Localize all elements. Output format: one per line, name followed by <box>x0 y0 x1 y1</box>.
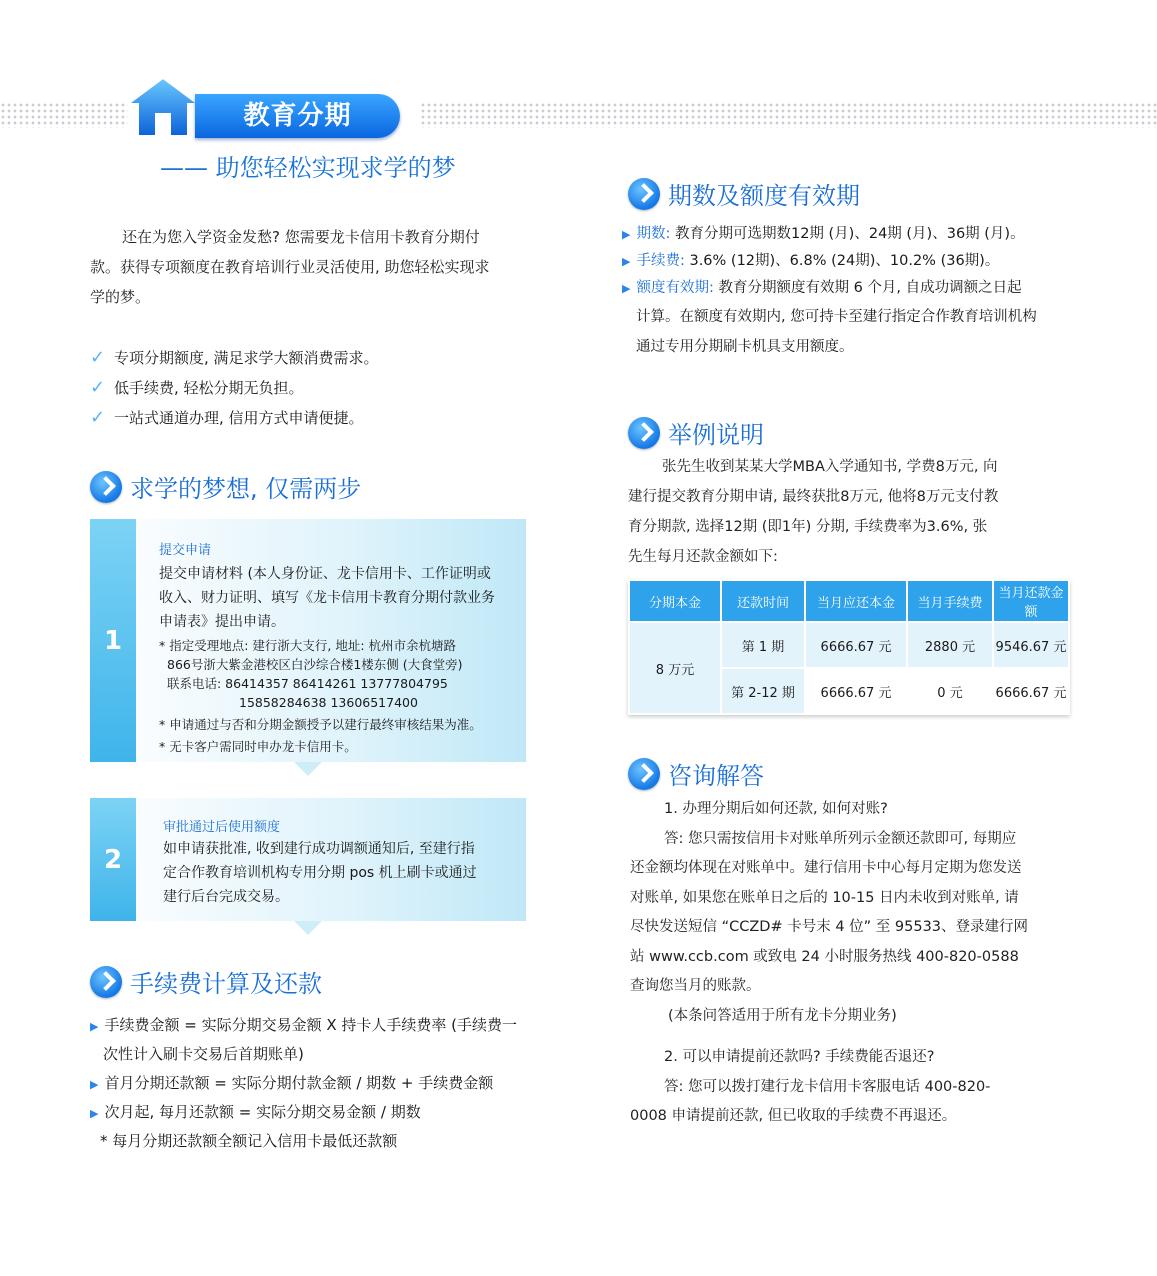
period-label: 期数: <box>636 226 671 242</box>
table-header: 当月应还本金 <box>805 580 907 622</box>
section-title: 求学的梦想, 仅需两步 <box>130 475 362 503</box>
table-header-row <box>629 580 1069 622</box>
step-number: 2 <box>90 798 136 921</box>
table-cell-principal: 8 万元 <box>629 622 721 714</box>
example-line: 建行提交教育分期申请, 最终获批8万元, 他将8万元支付教 <box>628 489 999 505</box>
step-title: 审批通过后使用额度 <box>163 820 281 835</box>
fee-text: 手续费金额 = 实际分期交易金额 X 持卡人手续费率 (手续费一 <box>104 1016 518 1034</box>
chevron-right-icon <box>628 417 660 449</box>
fee-item <box>90 1097 421 1129</box>
table-cell: 2880 元 <box>907 622 993 668</box>
faq-answer-line: 查询您当月的账款。 <box>630 978 761 994</box>
feature-text: 一站式通道办理, 信用方式申请便捷。 <box>114 409 364 427</box>
house-icon <box>126 74 200 138</box>
validity-text: 计算。在额度有效期内, 您可持卡至建行指定合作教育培训机构 <box>636 309 1037 325</box>
step-number: 1 <box>90 519 136 762</box>
table-cell: 6666.67 元 <box>805 668 907 714</box>
check-icon: ✓ <box>90 377 106 398</box>
repayment-table <box>628 579 1070 715</box>
chevron-right-icon <box>628 758 660 790</box>
step-arrow <box>294 921 322 935</box>
validity-text: 通过专用分期刷卡机具支用额度。 <box>636 339 854 355</box>
validity-line <box>622 275 1082 302</box>
chevron-right-icon <box>628 178 660 210</box>
faq-question: 2. 可以申请提前还款吗? 手续费能否退还? <box>664 1049 935 1065</box>
dotted-band-left <box>0 102 128 128</box>
step-note: * 无卡客户需同时申办龙卡信用卡。 <box>159 739 357 754</box>
chevron-right-icon <box>90 966 122 998</box>
step-body-line: 如申请获批准, 收到建行成功调额通知后, 至建行指 <box>163 841 475 857</box>
faq-answer-line: 尽快发送短信 “CCZD# 卡号末 4 位” 至 95533、登录建行网 <box>630 919 1029 935</box>
fee-text: 次月起, 每月还款额 = 实际分期交易金额 / 期数 <box>104 1103 421 1121</box>
table-header: 当月手续费 <box>907 580 993 622</box>
step-card-1 <box>90 519 526 762</box>
intro-paragraph <box>90 222 535 312</box>
example-line: 张先生收到某某大学MBA入学通知书, 学费8万元, 向 <box>662 459 998 475</box>
step-body-line: 收入、财力证明、填写《龙卡信用卡教育分期付款业务 <box>159 590 495 606</box>
feature-item <box>90 347 379 368</box>
intro-line: 学的梦。 <box>90 288 151 306</box>
triangle-bullet-icon: ▶ <box>622 282 631 295</box>
example-section-heading <box>628 415 764 450</box>
table-cell: 第 1 期 <box>721 622 805 668</box>
faq-answer-note: (本条问答适用于所有龙卡分期业务) <box>668 1007 897 1024</box>
step-note: 15858284638 13606517400 <box>239 695 418 710</box>
table-row <box>629 622 1069 668</box>
fee-item-cont: 次性计入刷卡交易后首期账单) <box>103 1045 304 1063</box>
table-cell: 9546.67 元 <box>993 622 1069 668</box>
triangle-bullet-icon: ▶ <box>622 228 631 241</box>
feature-item <box>90 377 304 398</box>
period-text: 教育分期可选期数12期 (月)、24期 (月)、36期 (月)。 <box>674 226 1025 242</box>
fee-section-heading <box>90 964 322 999</box>
fee-text: 首月分期还款额 = 实际分期付款金额 / 期数 + 手续费金额 <box>104 1074 494 1092</box>
section-title: 咨询解答 <box>668 762 764 790</box>
check-icon: ✓ <box>90 347 106 368</box>
table-cell: 第 2-12 期 <box>721 668 805 714</box>
section-title: 期数及额度有效期 <box>668 182 860 210</box>
step-body-line: 申请表》提出申请。 <box>159 614 285 630</box>
page-title: 教育分期 <box>195 94 400 138</box>
validity-text: 教育分期额度有效期 6 个月, 自成功调额之日起 <box>718 280 1022 296</box>
page-subtitle: —— 助您轻松实现求学的梦 <box>160 154 456 182</box>
step-note: 866号浙大紫金港校区白沙综合楼1楼东侧 (大食堂旁) <box>167 657 463 672</box>
feature-item <box>90 407 364 428</box>
fee-item <box>90 1010 540 1042</box>
step-title: 提交申请 <box>159 543 212 558</box>
period-line <box>622 221 1082 248</box>
triangle-bullet-icon: ▶ <box>90 1107 99 1120</box>
step-body-line: 定合作教育培训机构专用分期 pos 机上刷卡或通过 <box>163 865 477 881</box>
faq-answer-line: 站 www.ccb.com 或致电 24 小时服务热线 400-820-0588 <box>630 948 1019 965</box>
step-note: * 指定受理地点: 建行浙大支行, 地址: 杭州市余杭塘路 <box>159 638 457 653</box>
example-line: 先生每月还款金额如下: <box>628 549 778 565</box>
check-icon: ✓ <box>90 407 106 428</box>
intro-line: 还在为您入学资金发愁? 您需要龙卡信用卡教育分期付 <box>122 228 480 246</box>
faq-section-heading <box>628 756 764 791</box>
example-paragraph <box>628 452 1073 572</box>
feature-text: 低手续费, 轻松分期无负担。 <box>114 379 304 397</box>
step-card-2 <box>90 798 526 921</box>
period-section-heading <box>628 176 860 211</box>
table-cell: 0 元 <box>907 668 993 714</box>
faq-question: 1. 办理分期后如何还款, 如何对账? <box>664 801 888 817</box>
steps-section-heading <box>90 469 361 504</box>
triangle-bullet-icon: ▶ <box>90 1078 99 1091</box>
step-body-line: 建行后台完成交易。 <box>163 889 289 905</box>
section-title: 举例说明 <box>668 421 764 449</box>
validity-label: 额度有效期: <box>636 280 714 296</box>
step-note: 联系电话: 86414357 86414261 13777804795 <box>167 676 448 691</box>
step-arrow <box>294 762 322 776</box>
table-cell: 6666.67 元 <box>805 622 907 668</box>
fee-text: 3.6% (12期)、6.8% (24期)、10.2% (36期)。 <box>689 253 1000 269</box>
dotted-band-right <box>420 102 1157 128</box>
example-line: 育分期款, 选择12期 (即1年) 分期, 手续费率为3.6%, 张 <box>628 519 988 535</box>
table-cell: 6666.67 元 <box>993 668 1069 714</box>
fee-note: * 每月分期还款额全额记入信用卡最低还款额 <box>100 1132 398 1150</box>
feature-text: 专项分期额度, 满足求学大额消费需求。 <box>114 349 379 367</box>
triangle-bullet-icon: ▶ <box>90 1020 99 1033</box>
faq-answer-line: 还金额均体现在对账单中。建行信用卡中心每月定期为您发送 <box>630 860 1022 876</box>
step-body-line: 提交申请材料 (本人身份证、龙卡信用卡、工作证明或 <box>159 566 491 582</box>
fee-item <box>90 1068 493 1100</box>
faq-answer-line: 0008 申请提前还款, 但已收取的手续费不再退还。 <box>630 1108 957 1124</box>
step-note: * 申请通过与否和分期金额授予以建行最终审核结果为准。 <box>159 717 482 732</box>
faq-body <box>630 795 1075 1132</box>
faq-answer-line: 对账单, 如果您在账单日之后的 10-15 日内未收到对账单, 请 <box>630 889 1019 906</box>
table-header: 分期本金 <box>629 580 721 622</box>
faq-answer-line: 答: 您只需按信用卡对账单所列示金额还款即可, 每期应 <box>664 830 1017 847</box>
chevron-right-icon <box>90 471 122 503</box>
intro-line: 款。获得专项额度在教育培训行业灵活使用, 助您轻松实现求 <box>90 258 490 276</box>
table-header: 当月还款金额 <box>993 580 1069 622</box>
period-line <box>622 248 1082 275</box>
faq-answer-line: 答: 您可以拨打建行龙卡信用卡客服电话 400-820- <box>664 1078 991 1095</box>
triangle-bullet-icon: ▶ <box>622 255 631 268</box>
table-header: 还款时间 <box>721 580 805 622</box>
fee-label: 手续费: <box>636 253 685 269</box>
section-title: 手续费计算及还款 <box>130 970 322 998</box>
